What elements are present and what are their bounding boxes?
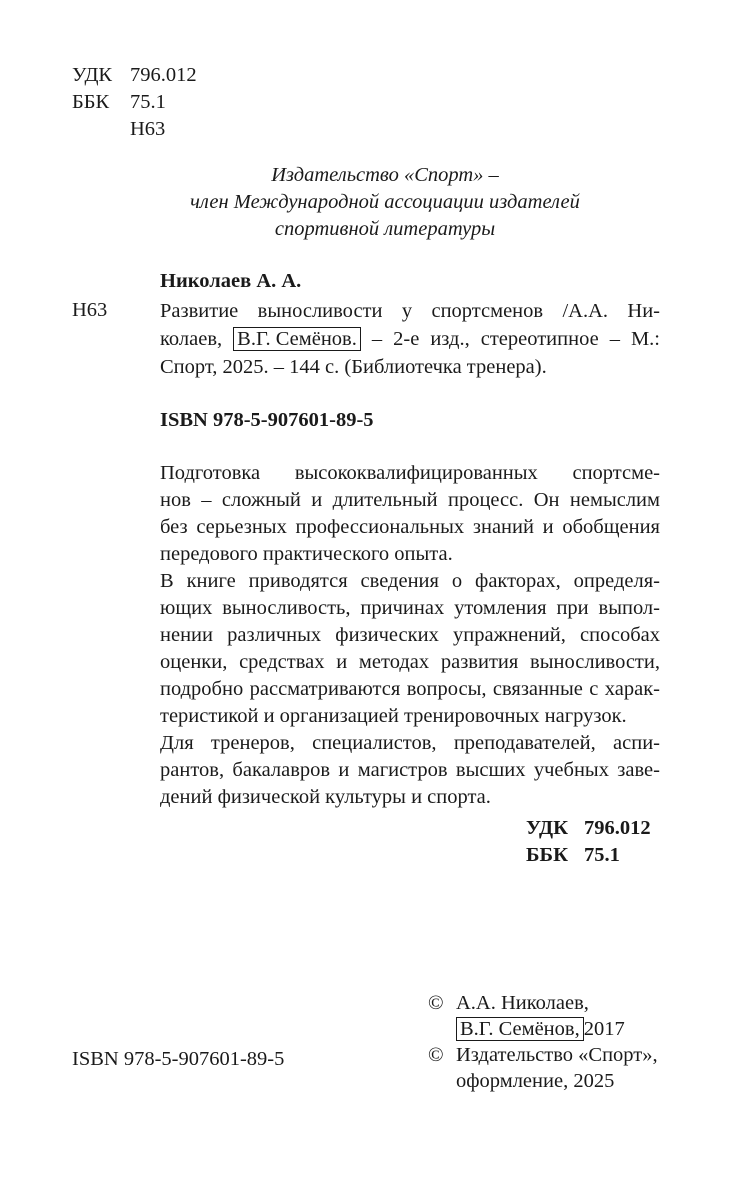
bibliographic-record xyxy=(160,297,660,381)
abstract-line: В книге приводятся сведения о факторах, определя- xyxy=(160,570,660,592)
abstract-line: ющих выносливость, причинах утомления при выпол- xyxy=(160,597,660,619)
copyright-row-4 xyxy=(428,1068,658,1094)
abstract-line: Подготовка высококвалифицированных спортсме- xyxy=(160,462,660,484)
abstract xyxy=(160,460,660,811)
abstract-line: оценки, средствах и методах развития выносливости, xyxy=(160,651,660,673)
footer-bbk-value: 75.1 xyxy=(584,844,620,866)
copyright-year: 2017 xyxy=(583,1018,625,1040)
abstract-line: без серьезных профессиональных знаний и обобщения xyxy=(160,516,660,538)
cutter-code: Н63 xyxy=(130,118,166,140)
abstract-paragraph-3 xyxy=(160,730,660,811)
abstract-line: передового практического опыта. xyxy=(160,543,453,565)
udk-label: УДК xyxy=(72,64,113,86)
bib-line-1: Развитие выносливости у спортсменов /А.А. Ни- xyxy=(160,300,660,322)
author-heading: Николаев А. А. xyxy=(160,270,302,292)
copyright-symbol: © xyxy=(428,992,444,1014)
copyright-symbol: © xyxy=(428,1044,444,1066)
footer-bbk-label: ББК xyxy=(526,844,568,866)
bib-line-2 xyxy=(160,325,660,353)
abstract-line: рантов, бакалавров и магистров высших учебных заве- xyxy=(160,759,660,781)
cutter-row xyxy=(72,116,197,143)
udk-row xyxy=(72,62,197,89)
abstract-line: дений физической культуры и спорта. xyxy=(160,786,491,808)
abstract-line: теристикой и организацией тренировочных нагрузок. xyxy=(160,705,627,727)
publisher-note xyxy=(155,162,615,243)
isbn-main: ISBN 978-5-907601-89-5 xyxy=(160,409,374,431)
abstract-line: нении различных физических упражнений, способах xyxy=(160,624,660,646)
header-classification-codes xyxy=(72,62,197,143)
abstract-line: подробно рассматриваются вопросы, связанные с харак- xyxy=(160,678,660,700)
udk-value: 796.012 xyxy=(130,64,197,86)
bib-line-2-pre: колаев, xyxy=(160,328,223,350)
abstract-paragraph-2 xyxy=(160,568,660,730)
bib-line-2-post: – 2-е изд., стереотипное – М.: xyxy=(371,328,661,350)
publisher-note-line: Издательство «Спорт» – xyxy=(271,164,499,186)
publisher-note-line: член Международной ассоциации издателей xyxy=(190,191,580,213)
copyright-block xyxy=(428,990,658,1094)
isbn-bottom: ISBN 978-5-907601-89-5 xyxy=(72,1048,285,1070)
footer-udk-row xyxy=(526,815,651,842)
copyright-row-1 xyxy=(428,990,658,1016)
abstract-line: Для тренеров, специалистов, преподавателей, аспи- xyxy=(160,732,660,754)
footer-classification-codes xyxy=(526,815,651,869)
bbk-value: 75.1 xyxy=(130,91,166,113)
abstract-paragraph-1 xyxy=(160,460,660,568)
footer-udk-label: УДК xyxy=(526,817,568,839)
copyright-author-1: А.А. Николаев, xyxy=(456,992,589,1014)
copyright-design: оформление, 2025 xyxy=(456,1070,615,1092)
bbk-row xyxy=(72,89,197,116)
copyright-publisher: Издательство «Спорт», xyxy=(456,1044,658,1066)
publisher-note-line: спортивной литературы xyxy=(274,218,496,240)
bbk-label: ББК xyxy=(72,91,110,113)
copyright-row-3 xyxy=(428,1042,658,1068)
bib-line-3: Спорт, 2025. – 144 с. (Библиотечка тренера). xyxy=(160,356,547,378)
coauthor-boxed-name: В.Г. Семёнов. xyxy=(233,327,361,351)
copyright-boxed-name: В.Г. Семёнов, xyxy=(456,1017,584,1041)
abstract-line: нов – сложный и длительный процесс. Он немыслим xyxy=(160,489,660,511)
copyright-row-2 xyxy=(428,1016,658,1042)
footer-bbk-row xyxy=(526,842,651,869)
cutter-mark: Н63 xyxy=(72,299,108,321)
footer-udk-value: 796.012 xyxy=(584,817,651,839)
